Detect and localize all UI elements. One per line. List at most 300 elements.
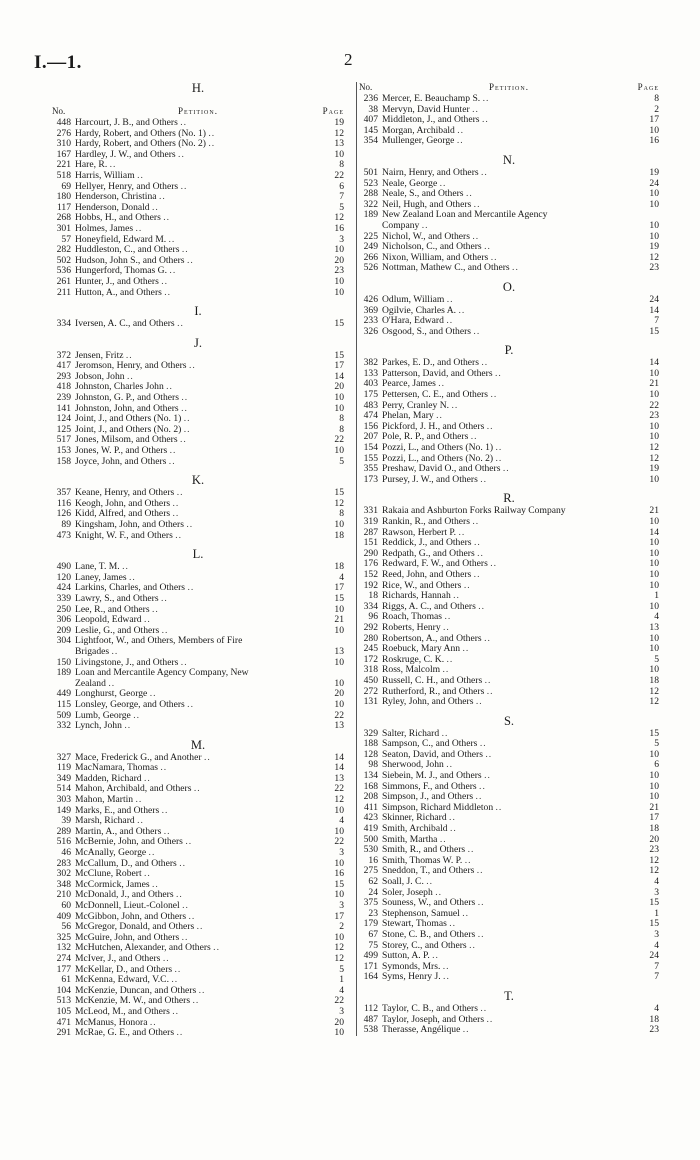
petition-number: 304	[56, 635, 71, 647]
petitioner-name	[75, 499, 320, 510]
petitioner-name-text: Hunter, J., and Others	[75, 276, 159, 287]
leader-dots: ..	[169, 446, 177, 457]
page-ref: 1	[654, 590, 659, 602]
petitioner-name-text: Livingstone, J., and Others	[75, 657, 179, 668]
leader-dots: ..	[435, 887, 442, 898]
index-row	[359, 105, 659, 116]
page-ref: 10	[649, 579, 659, 591]
petitioner-name-text: Marks, E., and Others	[75, 805, 160, 816]
page-ref: 8	[339, 423, 344, 435]
page-ref: 23	[649, 410, 659, 422]
petitioner-name-text: Loan and Mercantile Agency Company, New	[75, 668, 249, 679]
page-ref: 6	[654, 759, 659, 771]
page-number: 2	[344, 50, 353, 69]
index-row	[52, 975, 344, 986]
petitioner-name-text: Soler, Joseph	[382, 887, 433, 898]
leader-dots: ..	[175, 530, 183, 541]
page-ref: 15	[334, 592, 344, 604]
petitioner-name-text: Roberts, Henry	[382, 622, 441, 633]
leader-dots: ..	[188, 911, 196, 922]
leader-dots: ..	[449, 813, 456, 824]
petitioner-name-text: Harris, William	[75, 170, 135, 181]
page-ref: 10	[334, 445, 344, 457]
leader-dots: ..	[442, 961, 450, 972]
leader-dots: ..	[478, 601, 486, 612]
petition-number: 156	[363, 420, 378, 432]
leader-dots: ..	[462, 1025, 470, 1036]
petitioner-name-text: McManus, Honora	[75, 1017, 148, 1028]
leader-dots: ..	[475, 792, 483, 803]
page-ref: 17	[334, 360, 344, 372]
petitioner-name-text: McKenzie, M. W., and Others	[75, 996, 191, 1007]
page-ref: 3	[654, 886, 659, 898]
leader-dots: ..	[161, 805, 169, 816]
petitioner-name-text: Richards, Hannah	[382, 591, 451, 602]
petitioner-name-text: Henderson, Christina	[75, 192, 157, 203]
index-row	[359, 866, 659, 877]
page-ref: 7	[654, 960, 659, 972]
petition-number: 517	[56, 434, 71, 446]
petition-number: 154	[363, 442, 378, 454]
leader-dots: ..	[443, 622, 450, 633]
index-row	[359, 94, 659, 105]
index-row	[359, 623, 659, 634]
left-column-entries	[52, 118, 344, 1039]
leader-dots: ..	[432, 951, 439, 962]
petitioner-name-text: Seaton, David, and Others	[382, 749, 483, 760]
leader-dots: ..	[186, 520, 194, 530]
petitioner-name	[382, 126, 635, 137]
page-ref: 1	[339, 974, 344, 986]
page-ref: 13	[334, 645, 344, 657]
petition-number: 134	[363, 770, 378, 782]
leader-dots: ..	[441, 728, 449, 739]
petitioner-name-text: Reddick, J., and Others	[382, 538, 472, 549]
index-row	[359, 136, 659, 147]
page-ref: 17	[334, 910, 344, 922]
petitioner-name	[382, 888, 635, 899]
petitioner-name-text: Pursey, J. W., and Others	[382, 474, 478, 485]
index-row	[52, 806, 344, 817]
page-ref: 13	[334, 138, 344, 150]
petitioner-name	[382, 856, 635, 867]
petitioner-name-text: Lynch, John	[75, 721, 122, 732]
petition-number: 424	[56, 582, 71, 594]
petitioner-name	[382, 803, 635, 814]
page-ref: 24	[649, 177, 659, 189]
index-row	[359, 697, 659, 708]
index-row	[359, 782, 659, 793]
petitioner-name-text: McCormick, James	[75, 879, 150, 890]
petitioner-name	[382, 316, 635, 327]
petition-number: 141	[56, 402, 71, 414]
index-row	[359, 517, 659, 528]
page-ref: 10	[649, 198, 659, 210]
index-row	[52, 139, 344, 150]
page-ref: 14	[334, 751, 344, 763]
index-row	[359, 189, 659, 200]
petition-number: 145	[363, 124, 378, 136]
petitioner-name-text: Odlum, William	[382, 294, 445, 305]
leader-dots: ..	[164, 287, 172, 298]
index-row	[52, 1007, 344, 1018]
petitioner-name-text: Lightfoot, W., and Others, Members of Fire	[75, 636, 243, 647]
petition-number: 62	[368, 876, 378, 887]
page-ref: 7	[654, 971, 659, 983]
petition-number: 526	[363, 262, 378, 274]
petitioner-name	[75, 679, 320, 690]
index-row	[359, 464, 659, 475]
header-page: Page	[637, 82, 659, 92]
petitioner-name	[382, 687, 635, 698]
leader-dots: ..	[176, 488, 184, 499]
index-row	[52, 562, 344, 573]
petitioner-name-text: Pickford, J. H., and Others	[382, 421, 485, 432]
petition-number: 280	[363, 632, 378, 644]
page-ref: 14	[649, 357, 659, 369]
index-row	[52, 531, 344, 542]
petitioner-name	[382, 432, 635, 443]
petition-number: 301	[56, 222, 71, 234]
index-row	[359, 200, 659, 211]
petition-number: 153	[56, 445, 71, 457]
petitioner-name	[382, 792, 635, 803]
petition-number: 500	[363, 833, 378, 845]
page-ref: 15	[649, 727, 659, 739]
petition-number: 60	[61, 900, 71, 911]
index-row	[359, 475, 659, 486]
index-row	[52, 795, 344, 806]
leader-dots: ..	[187, 699, 194, 710]
petition-number: 536	[56, 265, 71, 277]
leader-dots: ..	[160, 763, 168, 774]
leader-dots: ..	[135, 795, 143, 806]
leader-dots: ..	[126, 371, 134, 382]
index-row	[52, 1018, 344, 1029]
leader-dots: ..	[469, 940, 476, 951]
petitioner-name	[382, 390, 635, 401]
petition-number: 372	[56, 349, 71, 361]
petitioner-name	[382, 972, 635, 983]
leader-dots: ..	[444, 612, 452, 623]
leader-dots: ..	[180, 181, 188, 192]
index-row	[52, 435, 344, 446]
leader-dots: ..	[485, 749, 493, 760]
petitioner-name-text: McCallum, D., and Others	[75, 858, 177, 869]
index-row	[52, 425, 344, 436]
petitioner-name-text: Joyce, John, and Others	[75, 456, 167, 467]
leader-dots: ..	[193, 784, 201, 795]
petitioner-name-text: Harcourt, J. B., and Others	[75, 118, 178, 128]
leader-dots: ..	[185, 837, 193, 848]
petition-number: 177	[56, 963, 71, 975]
leader-dots: ..	[495, 443, 503, 454]
petition-number: 119	[56, 762, 71, 774]
index-row	[359, 655, 659, 666]
leader-dots: ..	[446, 760, 454, 771]
petition-number: 131	[363, 696, 378, 708]
index-row	[359, 909, 659, 920]
petition-number: 409	[56, 910, 71, 922]
index-row	[359, 358, 659, 369]
petitioner-name	[75, 784, 320, 795]
petition-number: 69	[61, 180, 71, 192]
right-column-entries	[359, 94, 659, 1036]
petitioner-name	[382, 200, 635, 211]
petitioner-name	[382, 612, 635, 623]
petitioner-name-text: Laney, James	[75, 572, 127, 583]
index-row	[52, 721, 344, 732]
index-row	[52, 1028, 344, 1039]
leader-dots: ..	[181, 932, 189, 943]
page-ref: 12	[334, 794, 344, 806]
page-ref: 10	[649, 632, 659, 644]
petition-number: 418	[56, 381, 71, 393]
petitioner-name	[382, 930, 635, 941]
petition-number: 236	[363, 93, 378, 104]
page-ref: 10	[649, 537, 659, 549]
petitioner-name-text: Nixon, William, and Others	[382, 252, 489, 263]
leader-dots: ..	[169, 266, 177, 277]
petitioner-name-text: Neale, George	[382, 178, 438, 189]
page-ref: 17	[334, 582, 344, 594]
leader-dots: ..	[152, 604, 159, 615]
petition-number: 155	[363, 452, 378, 464]
petitioner-name	[382, 877, 635, 888]
petition-number: 266	[363, 251, 378, 263]
petition-number: 189	[56, 667, 71, 679]
index-row	[52, 245, 344, 256]
petition-number: 268	[56, 212, 71, 224]
petitioner-name-text: Mahon, Martin	[75, 795, 134, 806]
petitioner-name	[382, 136, 635, 147]
leader-dots: ..	[456, 136, 464, 147]
petitioner-name-text: Sutton, A. P.	[382, 951, 430, 962]
leader-dots: ..	[168, 456, 176, 467]
petitioner-name-text: Lonsley, George, and Others	[75, 699, 185, 710]
leader-dots: ..	[168, 234, 176, 245]
petitioner-name-text: Pearce, James	[382, 379, 436, 390]
leader-dots: ..	[192, 996, 200, 1007]
petition-number: 57	[61, 233, 71, 245]
index-row	[359, 687, 659, 698]
index-row	[52, 816, 344, 827]
petitioner-name-text: Storey, C., and Others	[382, 940, 467, 951]
petitioner-name	[75, 372, 320, 383]
petitioner-name-text: Smith, Archibald	[382, 824, 448, 835]
petitioner-name	[382, 1025, 635, 1036]
petition-number: 331	[363, 505, 378, 517]
page-ref: 10	[334, 931, 344, 943]
petition-number: 125	[56, 423, 71, 435]
petitioner-name-text: Riggs, A. C., and Others	[382, 601, 476, 612]
petition-number: 471	[56, 1016, 71, 1028]
petitioner-name	[382, 782, 635, 793]
petitioner-name-text: McKellar, D., and Others	[75, 964, 173, 975]
index-row	[52, 668, 344, 679]
petitioner-name	[382, 454, 635, 465]
petitioner-name	[382, 623, 635, 634]
petitioner-name-text: O'Hara, Edward	[382, 316, 444, 327]
index-row	[52, 615, 344, 626]
leader-dots: ..	[472, 517, 480, 527]
leader-dots: ..	[161, 625, 169, 636]
index-row	[52, 996, 344, 1007]
index-row	[52, 880, 344, 891]
petitioner-name	[75, 171, 320, 182]
petitioner-name-text: Pozzi, L., and Others (No. 1)	[382, 443, 494, 454]
index-row	[52, 488, 344, 499]
leader-dots: ..	[449, 919, 457, 930]
leader-dots: ..	[463, 580, 471, 591]
petition-number: 124	[56, 413, 71, 425]
petitioner-name	[75, 1028, 320, 1039]
petitioner-name	[75, 965, 320, 976]
petition-number: 275	[363, 865, 378, 877]
page-ref: 14	[649, 304, 659, 316]
petition-number: 175	[363, 389, 378, 401]
page-ref: 16	[649, 135, 659, 147]
petitioner-name-text: Mahon, Archibald, and Others	[75, 784, 192, 795]
petitioner-name-text: Parkes, E. D., and Others	[382, 358, 479, 369]
page-ref: 21	[649, 378, 659, 390]
index-row	[359, 941, 659, 952]
petitioner-name-text: McIver, J., and Others	[75, 953, 161, 964]
petition-number: 208	[363, 791, 378, 803]
petitioner-name	[75, 488, 320, 499]
petitioner-name	[75, 626, 320, 637]
leader-dots: ..	[495, 453, 503, 464]
petitioner-name-text: Ogilvie, Charles A.	[382, 305, 457, 316]
section-letter: P.	[504, 343, 514, 358]
petition-number: 499	[363, 950, 378, 962]
petitioner-name-text: Rankin, R., and Others	[382, 517, 470, 527]
petitioner-name	[75, 509, 320, 520]
index-row	[52, 689, 344, 700]
petitioner-name-text: Nairn, Henry, and Others	[382, 167, 479, 178]
leader-dots: ..	[163, 826, 171, 837]
page-ref: 2	[654, 103, 659, 115]
leader-dots: ..	[176, 890, 183, 901]
petitioner-name	[382, 422, 635, 433]
page-ref: 8	[654, 93, 659, 104]
index-row	[52, 372, 344, 383]
page-ref: 10	[334, 857, 344, 869]
petitioner-name-text: McKenzie, Duncan, and Others	[75, 985, 197, 996]
document-reference: I.—1.	[34, 52, 82, 73]
page-ref: 10	[649, 219, 659, 231]
page-ref: 10	[649, 748, 659, 760]
petition-number: 67	[368, 928, 378, 940]
petition-number: 24	[368, 886, 378, 898]
leader-dots: ..	[213, 943, 220, 954]
section-letter: M.	[190, 737, 206, 752]
petitioner-name	[382, 464, 635, 475]
petition-number: 530	[363, 844, 378, 856]
petitioner-name-text: Taylor, C. B., and Others	[382, 1003, 478, 1014]
page-ref: 15	[334, 318, 344, 330]
petitioner-name-text: Lee, R., and Others	[75, 604, 150, 615]
leader-dots: ..	[486, 686, 494, 697]
petitioner-name	[382, 835, 635, 846]
index-row	[359, 168, 659, 179]
leader-dots: ..	[477, 548, 484, 559]
petitioner-name-text: Henderson, Donald	[75, 202, 150, 213]
page-ref: 10	[649, 473, 659, 485]
petitioner-name-text: Sneddon, T., and Others	[382, 866, 475, 877]
page-ref: 20	[649, 833, 659, 845]
petition-number: 16	[368, 854, 378, 866]
petitioner-name-text: MacNamara, Thomas	[75, 763, 158, 774]
index-row	[359, 506, 659, 517]
page-ref: 10	[334, 286, 344, 298]
petition-number: 283	[56, 857, 71, 869]
leader-dots: ..	[502, 464, 510, 475]
index-row	[359, 845, 659, 856]
leader-dots: ..	[137, 170, 144, 181]
leader-dots: ..	[180, 435, 187, 446]
petitioner-name	[75, 393, 320, 404]
petition-number: 502	[56, 254, 71, 266]
petitioner-name-text: Joint, J., and Others (No. 2)	[75, 424, 182, 435]
petition-number: 128	[363, 748, 378, 760]
header-page: Page	[322, 106, 344, 116]
petitioner-name	[382, 1004, 635, 1015]
leader-dots: ..	[111, 646, 119, 657]
petitioner-name-text: Simpson, Richard Middleton	[382, 802, 494, 813]
leader-dots: ..	[149, 689, 157, 700]
left-column	[52, 82, 344, 1039]
leader-dots: ..	[446, 294, 454, 305]
index-row	[52, 636, 344, 647]
index-row	[52, 414, 344, 425]
page-ref: 20	[334, 254, 344, 266]
leader-dots: ..	[109, 160, 117, 171]
petitioner-name	[75, 943, 320, 954]
petition-number: 189	[363, 209, 378, 221]
index-row	[52, 901, 344, 912]
petitioner-name	[75, 806, 320, 817]
page-ref: 15	[649, 918, 659, 930]
petitioner-name-text: Pole, R. P., and Others	[382, 432, 469, 443]
petitioner-name-text: Lane, T. M.	[75, 562, 120, 573]
page-ref: 1	[654, 907, 659, 919]
page-ref: 12	[649, 251, 659, 263]
page-ref: 3	[654, 928, 659, 940]
petition-number: 164	[363, 971, 378, 983]
leader-dots: ..	[181, 393, 189, 404]
leader-dots: ..	[166, 382, 173, 393]
petitioner-name-text: Stone, C. B., and Others	[382, 929, 476, 940]
index-row	[359, 835, 659, 846]
index-row	[359, 581, 659, 592]
index-row	[52, 171, 344, 182]
index-row	[52, 277, 344, 288]
page-ref: 10	[649, 124, 659, 136]
petition-number: 334	[56, 318, 71, 330]
petition-number: 490	[56, 561, 71, 573]
petitioner-name	[382, 94, 635, 105]
petitioner-name-text: Smith, Martha	[382, 834, 438, 845]
column-header	[52, 96, 344, 118]
page-ref: 22	[334, 995, 344, 1007]
petitioner-name	[75, 753, 320, 764]
petition-number: 272	[363, 685, 378, 697]
index-row	[52, 118, 344, 129]
page-ref: 17	[649, 812, 659, 824]
petitioner-name-text: Roskruge, C. K.	[382, 654, 445, 665]
page-ref: 10	[649, 643, 659, 655]
